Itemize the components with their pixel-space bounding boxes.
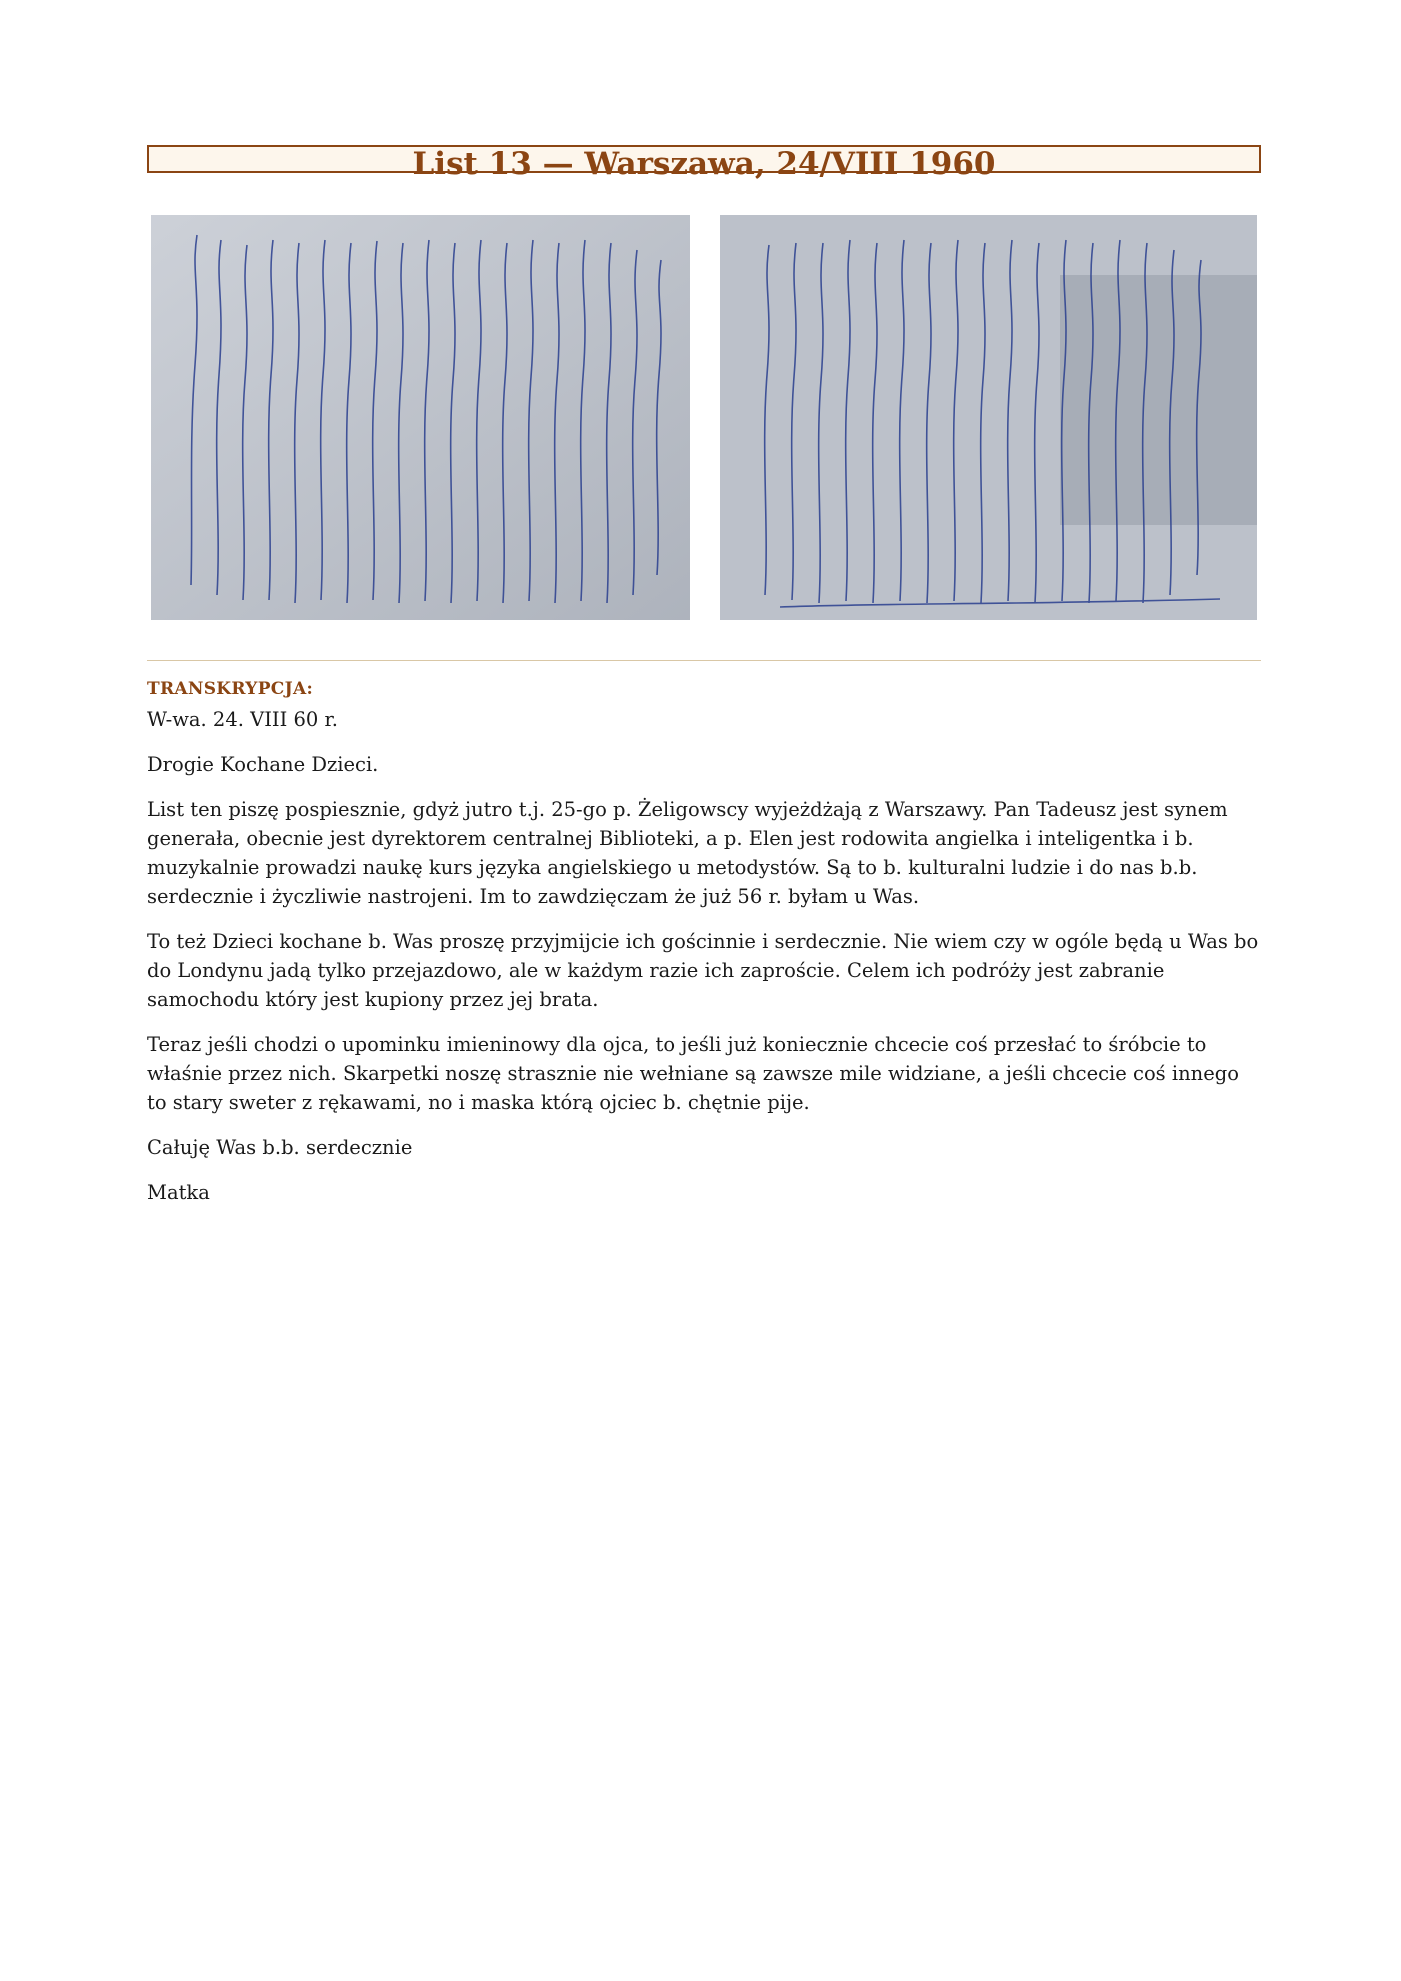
- page-title: List 13 — Warszawa, 24/VIII 1960: [412, 146, 996, 182]
- handwritten-letter-scan-page-1-icon: [151, 215, 690, 620]
- letter-paragraph: To też Dzieci kochane b. Was proszę przyjmijcie ich gościnnie i serdecznie. Nie wiem czy w ogóle będą u Was bo do Londynu jadą tylko przejazdowo, ale w każdym razie ich zaproście. Celem ich podróży jest zabranie samochodu który jest kupiony przez jej brata.: [147, 930, 1259, 1011]
- letter-date: W-wa. 24. VIII 60 r.: [147, 708, 338, 731]
- transcription-text: [147, 705, 1261, 1207]
- document-page: [147, 145, 1261, 1223]
- letter-closing: Całuję Was b.b. serdecznie: [147, 1136, 413, 1159]
- title-box: [147, 145, 1261, 182]
- section-divider: [147, 660, 1261, 661]
- letter-scans: [147, 215, 1261, 620]
- transcription-label: TRANSKRYPCJA:: [147, 679, 314, 699]
- letter-salutation: Drogie Kochane Dzieci.: [147, 753, 379, 776]
- handwritten-letter-scan-page-2-icon: [720, 215, 1257, 620]
- letter-signature: Matka: [147, 1181, 210, 1204]
- letter-paragraph: Teraz jeśli chodzi o upominku imieninowy dla ojca, to jeśli już koniecznie chcecie coś przesłać to śróbcie to właśnie przez nich. Skarpetki noszę strasznie nie wełniane są zawsze mile widziane, a jeśli chcecie coś innego to stary sweter z rękawami, no i maska którą ojciec b. chętnie pije.: [147, 1033, 1239, 1114]
- letter-paragraph: List ten piszę pospiesznie, gdyż jutro t.j. 25-go p. Żeligowscy wyjeżdżają z Warszawy. Pan Tadeusz jest synem generała, obecnie jest dyrektorem centralnej Biblioteki, a p. Elen jest rodowita angielka i inteligentka i b. muzykalnie prowadzi naukę kurs języka angielskiego u metodystów. Są to b. kulturalni ludzie i do nas b.b. serdecznie i życzliwie nastrojeni. Im to zawdzięczam że już 56 r. byłam u Was.: [147, 798, 1228, 908]
